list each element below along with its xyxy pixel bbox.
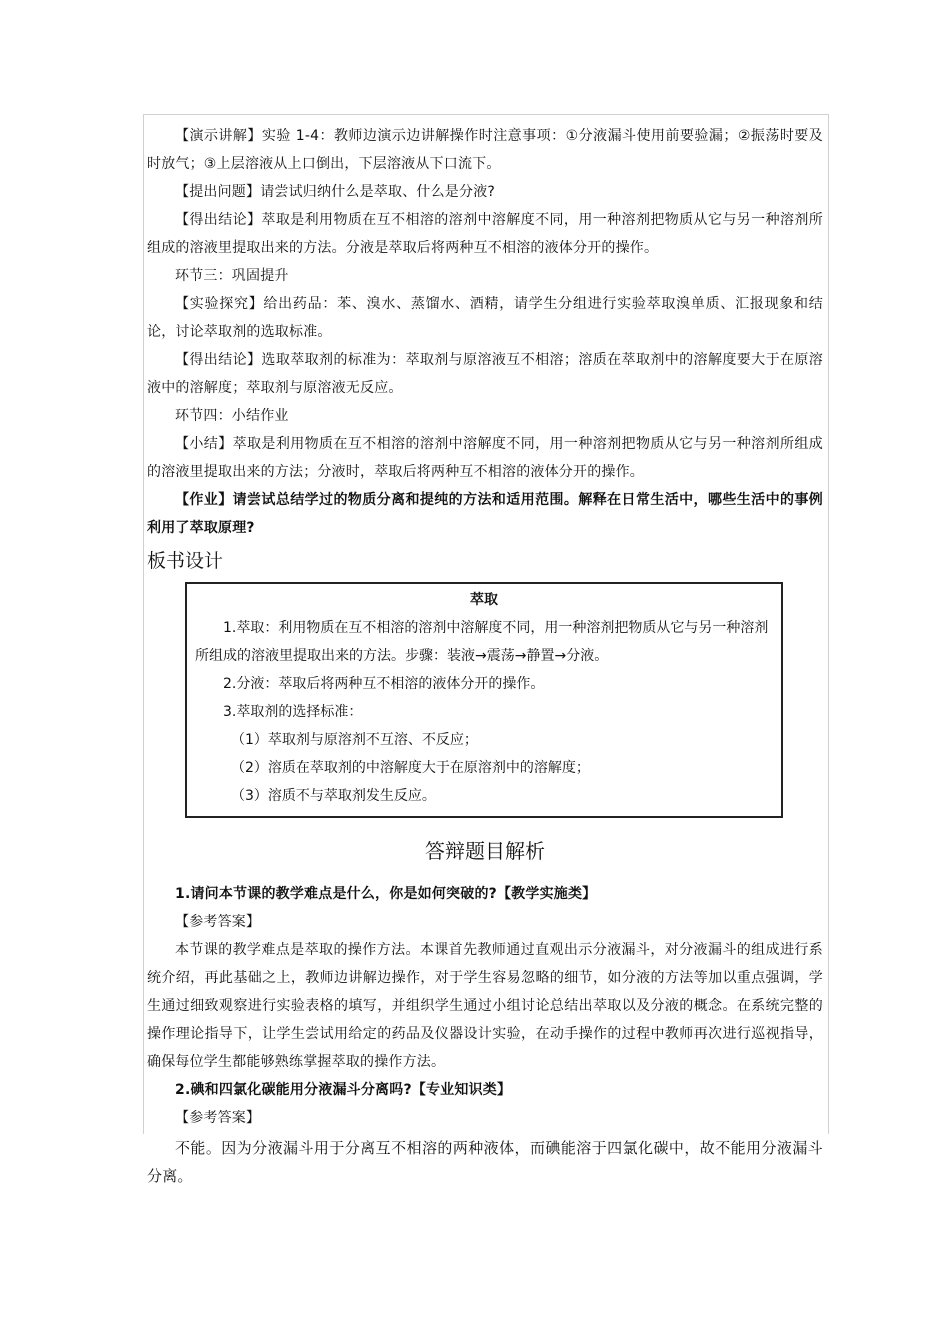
board-line-2: 2.分液：萃取后将两种互不相溶的液体分开的操作。 bbox=[223, 676, 545, 692]
board-title: 萃取 bbox=[470, 592, 498, 608]
paragraph-demo: 【演示讲解】实验 1-4：教师边演示边讲解操作时注意事项：①分液漏斗使用前要验漏；②振荡时要及时放气；③上层溶液从上口倒出，下层溶液从下口流下。 bbox=[147, 128, 823, 172]
board-line-3: 3.萃取剂的选择标准： bbox=[223, 704, 363, 720]
board-design-box bbox=[185, 582, 783, 818]
answer-1: 本节课的教学难点是萃取的操作方法。本课首先教师通过直观出示分液漏斗，对分液漏斗的组成进行系统介绍，再此基础之上，教师边讲解边操作，对于学生容易忽略的细节，如分液的方法等加以重点强调，学生通过细致观察进行实验表格的填写，并组织学生通过小组讨论总结出萃取以及分液的概念。在系统完整的操作理论指导下，让学生尝试用给定的药品及仪器设计实验，在动手操作的过程中教师再次进行巡视指导，确保每位学生都能够熟练掌握萃取的操作方法。 bbox=[147, 942, 823, 1070]
board-criterion-2: （2）溶质在萃取剂的中溶解度大于在原溶剂中的溶解度； bbox=[231, 760, 590, 776]
question-1: 1.请问本节课的教学难点是什么，你是如何突破的?【教学实施类】 bbox=[175, 886, 597, 902]
paragraph-conclusion-2: 【得出结论】选取萃取剂的标准为：萃取剂与原溶液互不相溶；溶质在萃取剂中的溶解度要大于在原溶液中的溶解度；萃取剂与原溶液无反应。 bbox=[147, 352, 823, 396]
reference-answer-label-1: 【参考答案】 bbox=[175, 914, 261, 930]
document-body bbox=[147, 122, 823, 1132]
question-2: 2.碘和四氯化碳能用分液漏斗分离吗?【专业知识类】 bbox=[175, 1082, 512, 1098]
board-criterion-1: （1）萃取剂与原溶剂不互溶、不反应； bbox=[231, 732, 478, 748]
paragraph-conclusion-1: 【得出结论】萃取是利用物质在互不相溶的溶剂中溶解度不同，用一种溶剂把物质从它与另一种溶剂所组成的溶液里提取出来的方法。分液是萃取后将两种互不相溶的液体分开的操作。 bbox=[147, 212, 823, 256]
paragraph-experiment: 【实验探究】给出药品：苯、溴水、蒸馏水、酒精，请学生分组进行实验萃取溴单质、汇报现象和结论，讨论萃取剂的选取标准。 bbox=[147, 296, 823, 340]
board-section-title: 板书设计 bbox=[147, 550, 224, 572]
board-criterion-3: （3）溶质不与萃取剂发生反应。 bbox=[231, 788, 436, 804]
heading-stage-4: 环节四：小结作业 bbox=[175, 408, 289, 424]
reference-answer-label-2: 【参考答案】 bbox=[175, 1110, 261, 1126]
paragraph-question: 【提出问题】请尝试归纳什么是萃取、什么是分液? bbox=[175, 184, 496, 200]
paragraph-summary: 【小结】萃取是利用物质在互不相溶的溶剂中溶解度不同，用一种溶剂把物质从它与另一种溶剂所组成的溶液里提取出来的方法；分液时，萃取后将两种互不相溶的液体分开的操作。 bbox=[147, 436, 823, 480]
board-line-1: 1.萃取：利用物质在互不相溶的溶剂中溶解度不同，用一种溶剂把物质从它与另一种溶剂所组成的溶液里提取出来的方法。步骤：装液→震荡→静置→分液。 bbox=[195, 620, 769, 664]
answer-2-block bbox=[147, 1134, 823, 1190]
heading-stage-3: 环节三：巩固提升 bbox=[175, 268, 289, 284]
qa-title: 答辩题目解析 bbox=[425, 839, 545, 863]
answer-2: 不能。因为分液漏斗用于分离互不相溶的两种液体，而碘能溶于四氯化碳中，故不能用分液漏斗分离。 bbox=[147, 1139, 823, 1185]
paragraph-homework: 【作业】请尝试总结学过的物质分离和提纯的方法和适用范围。解释在日常生活中，哪些生活中的事例利用了萃取原理? bbox=[147, 492, 823, 536]
